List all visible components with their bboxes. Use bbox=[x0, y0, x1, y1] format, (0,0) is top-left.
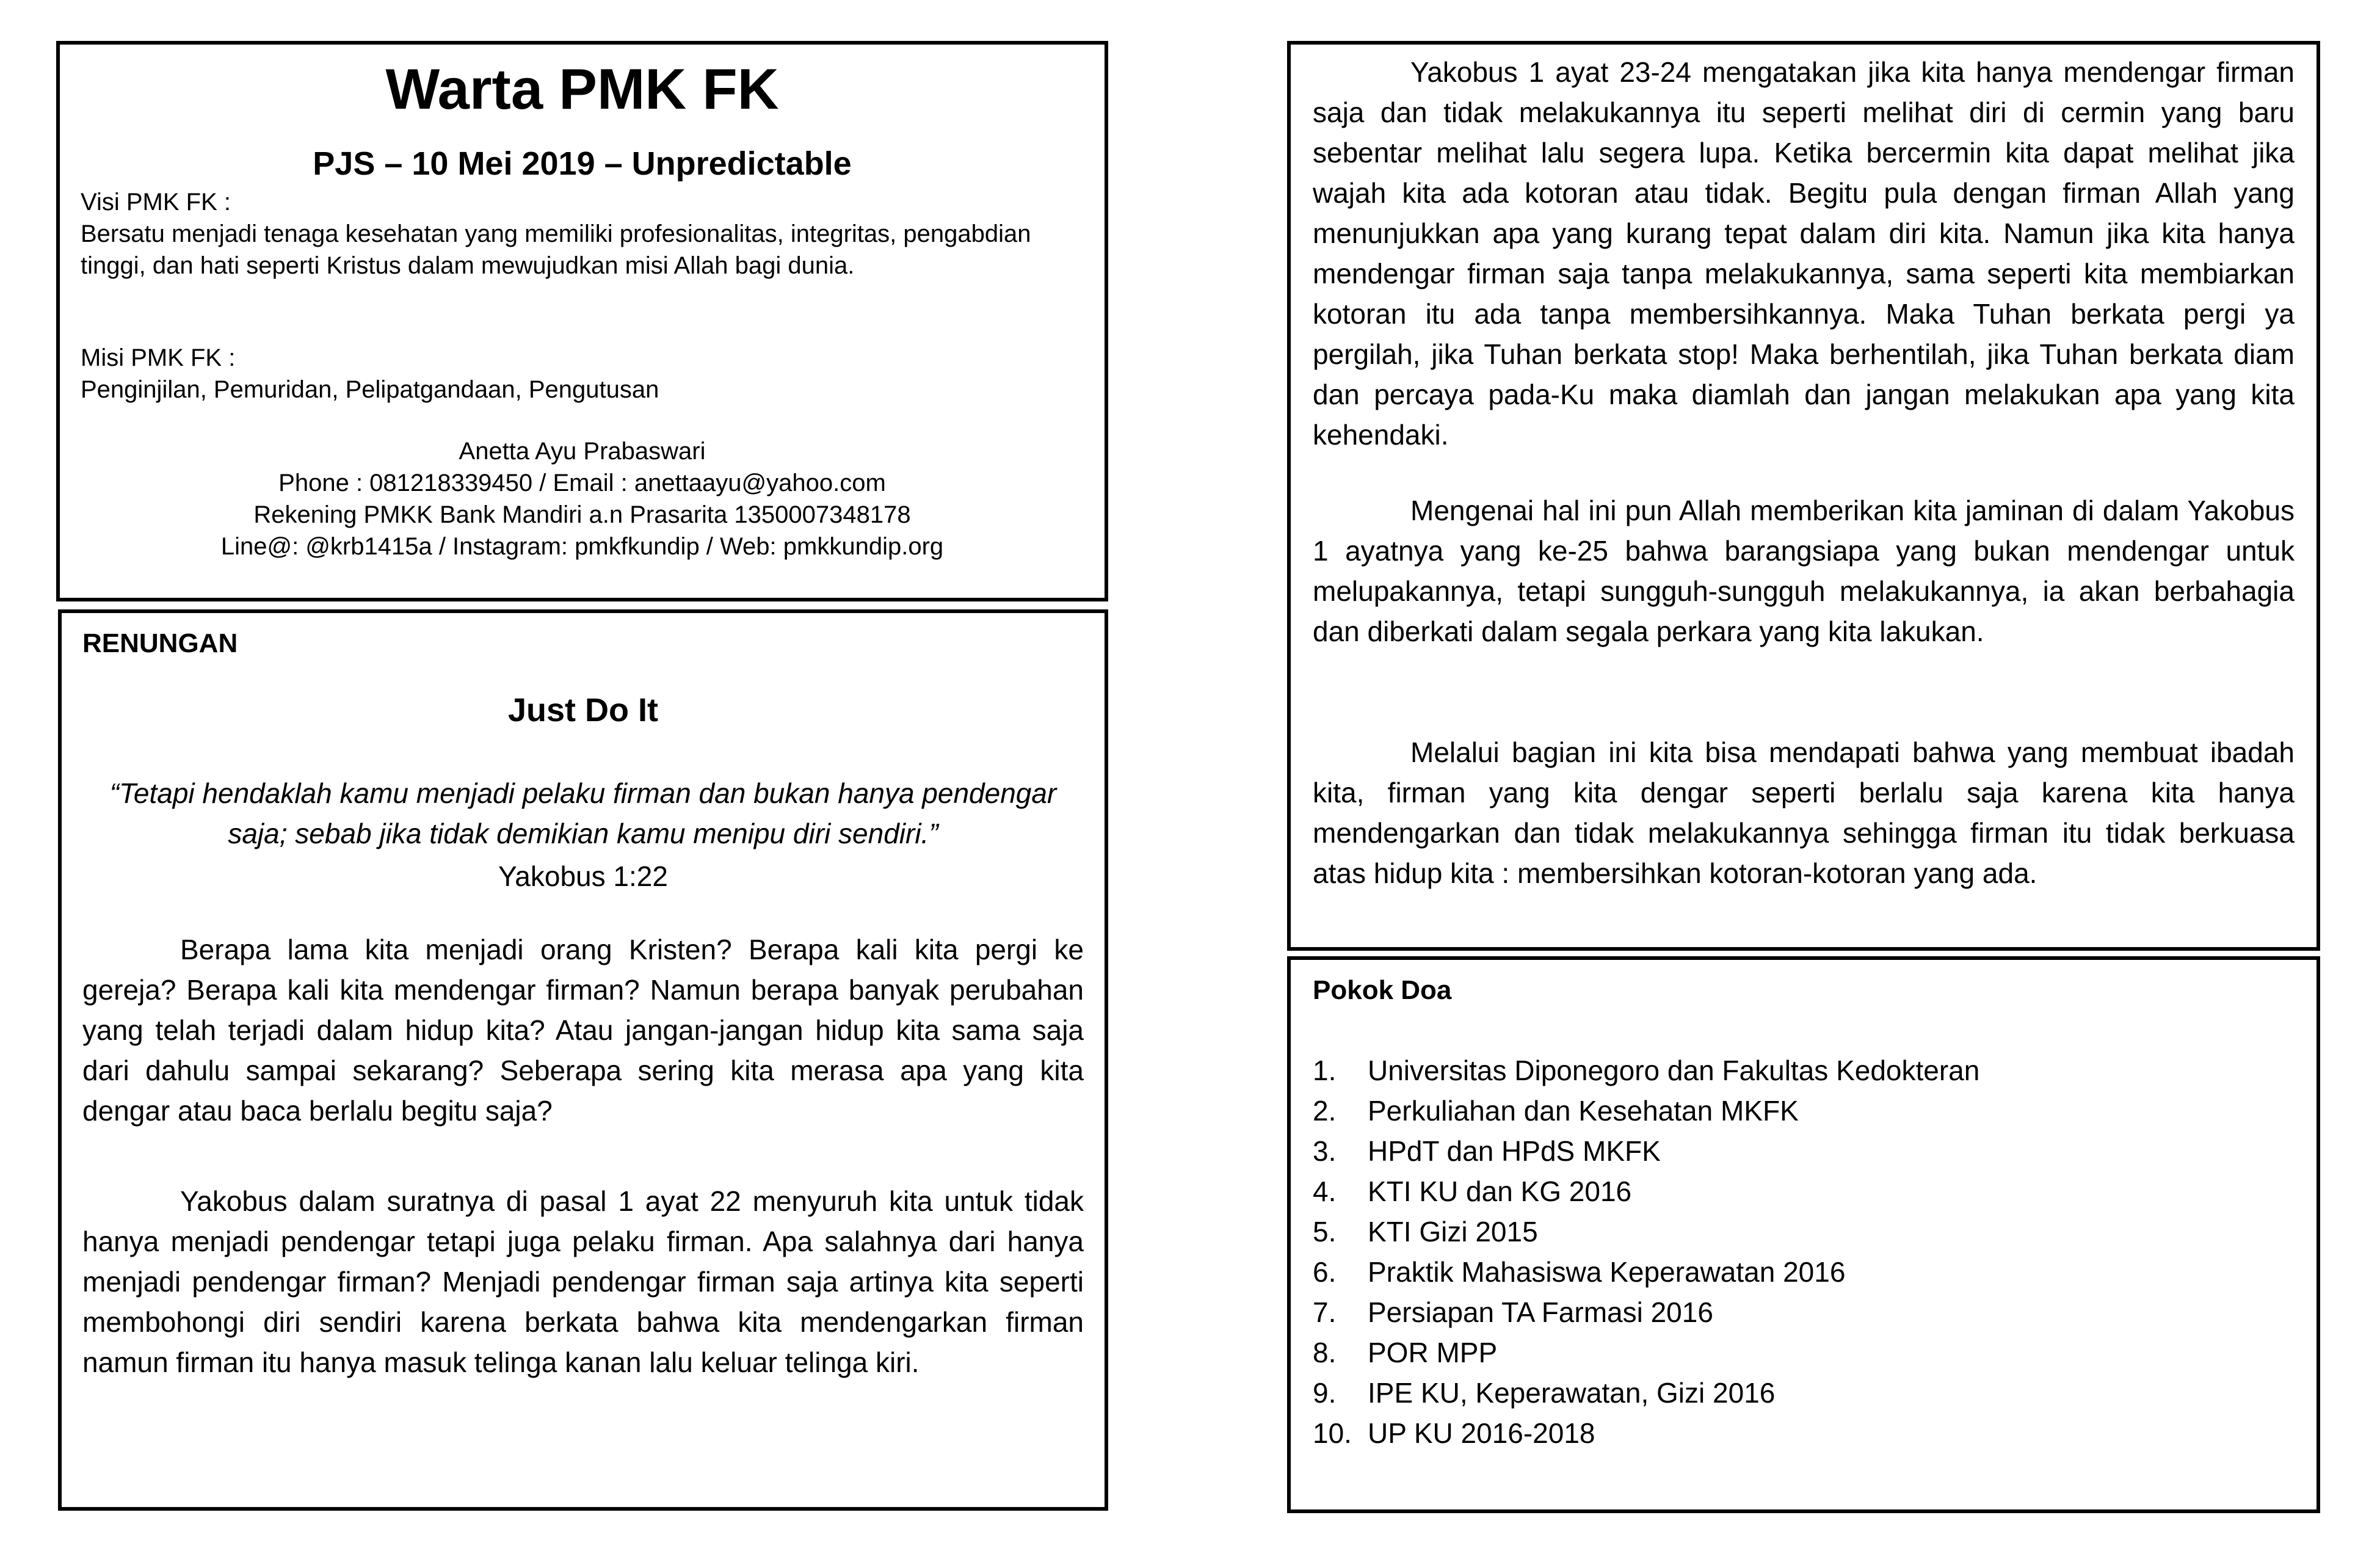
contact-block bbox=[60, 435, 1105, 562]
prayer-item bbox=[1313, 1050, 1979, 1091]
contact-phone-email: Phone : 081218339450 / Email : anettaayu@yahoo.com bbox=[278, 470, 886, 496]
prayer-item bbox=[1313, 1252, 1979, 1292]
renungan-continued-box bbox=[1287, 41, 2320, 951]
prayer-item-text: KTI Gizi 2015 bbox=[1368, 1216, 1538, 1248]
prayer-item-number: 7. bbox=[1313, 1296, 1337, 1328]
prayer-item bbox=[1313, 1292, 1979, 1332]
header-box bbox=[56, 41, 1108, 601]
scripture-reference: Yakobus 1:22 bbox=[498, 860, 668, 892]
contact-social: Line@: @krb1415a / Instagram: pmkfkundip / Web: pmkkundip.org bbox=[220, 533, 944, 560]
visi-label: Visi PMK FK : bbox=[81, 189, 231, 216]
prayer-item-number: 4. bbox=[1313, 1175, 1337, 1207]
prayer-item bbox=[1313, 1413, 1979, 1453]
renungan-paragraph: Yakobus dalam suratnya di pasal 1 ayat 22 menyuruh kita untuk tidak hanya menjadi pendengar tetapi juga pelaku firman. Apa salahnya dari hanya menjadi pendengar firman? Menjadi pendengar firman saja artinya kita seperti membohongi diri sendiri karena berkata bahwa kita mendengarkan firman namun firman itu hanya masuk telinga kanan lalu keluar telinga kiri. bbox=[82, 1185, 1084, 1378]
renungan-continued-paragraph: Mengenai hal ini pun Allah memberikan kita jaminan di dalam Yakobus 1 ayatnya yang ke-25 bahwa barangsiapa yang bukan mendengar untuk melupakannya, tetapi sungguh-sungguh melakukannya, ia akan berbahagia dan diberkati dalam segala perkara yang kita lakukan. bbox=[1313, 495, 2295, 647]
renungan-heading: RENUNGAN bbox=[82, 628, 238, 658]
prayer-item bbox=[1313, 1171, 1979, 1211]
prayer-item-number: 9. bbox=[1313, 1377, 1337, 1409]
renungan-paragraph: Berapa lama kita menjadi orang Kristen? Berapa kali kita pergi ke gereja? Berapa kali kita mendengar firman? Namun berapa banyak perubahan yang telah terjadi dalam hidup kita? Atau jangan-jangan hidup kita sama saja dari dahulu sampai sekarang? Seberapa sering kita merasa apa yang kita dengar atau baca berlalu begitu saja? bbox=[82, 934, 1084, 1127]
prayer-item-text: POR MPP bbox=[1368, 1337, 1498, 1368]
prayer-points-list bbox=[1313, 1050, 1979, 1453]
newsletter-title: Warta PMK FK bbox=[385, 57, 779, 121]
prayer-item-number: 6. bbox=[1313, 1256, 1337, 1288]
scripture-quote: “Tetapi hendaklah kamu menjadi pelaku firman dan bukan hanya pendengar saja; sebab jika tidak demikian kamu menipu diri sendiri.” bbox=[109, 777, 1057, 849]
prayer-item-text: Praktik Mahasiswa Keperawatan 2016 bbox=[1368, 1256, 1846, 1288]
prayer-item-text: UP KU 2016-2018 bbox=[1368, 1417, 1595, 1449]
prayer-item-text: Persiapan TA Farmasi 2016 bbox=[1368, 1296, 1713, 1328]
prayer-points-box bbox=[1287, 956, 2320, 1513]
renungan-continued-paragraph: Melalui bagian ini kita bisa mendapati bahwa yang membuat ibadah kita, firman yang kita dengar seperti berlalu saja karena kita hanya mendengarkan dan tidak melakukannya sehingga firman itu tidak berkuasa atas hidup kita : membersihkan kotoran-kotoran yang ada. bbox=[1313, 736, 2295, 889]
renungan-title: Just Do It bbox=[507, 692, 658, 728]
prayer-item-text: HPdT dan HPdS MKFK bbox=[1368, 1135, 1661, 1167]
prayer-item-text: IPE KU, Keperawatan, Gizi 2016 bbox=[1368, 1377, 1776, 1409]
visi-section bbox=[81, 186, 1050, 282]
prayer-item-number: 1. bbox=[1313, 1055, 1337, 1086]
newsletter-subtitle: PJS – 10 Mei 2019 – Unpredictable bbox=[313, 145, 852, 182]
misi-text: Penginjilan, Pemuridan, Pelipatgandaan, Pengutusan bbox=[81, 376, 659, 403]
prayer-item-text: Universitas Diponegoro dan Fakultas Kedokteran bbox=[1368, 1055, 1980, 1086]
prayer-item bbox=[1313, 1373, 1979, 1413]
misi-label: Misi PMK FK : bbox=[81, 344, 236, 371]
prayer-item-number: 5. bbox=[1313, 1216, 1337, 1248]
prayer-item bbox=[1313, 1091, 1979, 1131]
prayer-item-text: KTI KU dan KG 2016 bbox=[1368, 1175, 1632, 1207]
contact-rekening: Rekening PMKK Bank Mandiri a.n Prasarita 1350007348178 bbox=[253, 501, 911, 528]
prayer-points-heading: Pokok Doa bbox=[1313, 975, 1452, 1005]
prayer-item-number: 2. bbox=[1313, 1095, 1337, 1127]
prayer-item bbox=[1313, 1211, 1979, 1252]
prayer-item-text: Perkuliahan dan Kesehatan MKFK bbox=[1368, 1095, 1799, 1127]
prayer-item bbox=[1313, 1332, 1979, 1373]
prayer-item bbox=[1313, 1131, 1979, 1171]
prayer-item-number: 3. bbox=[1313, 1135, 1337, 1167]
visi-text: Bersatu menjadi tenaga kesehatan yang memiliki profesionalitas, integritas, pengabdian tinggi, dan hati seperti Kristus dalam mewujudkan misi Allah bagi dunia. bbox=[81, 220, 1031, 279]
renungan-box bbox=[58, 609, 1108, 1511]
contact-name: Anetta Ayu Prabaswari bbox=[459, 438, 706, 465]
prayer-item-number: 8. bbox=[1313, 1337, 1337, 1368]
renungan-continued-paragraph: Yakobus 1 ayat 23-24 mengatakan jika kita hanya mendengar firman saja dan tidak melakukannya itu seperti melihat diri di cermin yang baru sebentar melihat lalu segera lupa. Ketika bercermin kita dapat melihat jika wajah kita ada kotoran atau tidak. Begitu pula dengan firman Allah yang menunjukkan apa yang kurang tepat dalam diri kita. Namun jika kita hanya mendengar firman saja tanpa melakukannya, sama seperti kita membiarkan kotoran itu ada tanpa membersihkannya. Maka Tuhan berkata pergi ya pergilah, jika Tuhan berkata stop! Maka berhentilah, jika Tuhan berkata diam dan percaya pada-Ku maka diamlah dan jangan melakukan apa yang kita kehendaki. bbox=[1313, 56, 2295, 451]
prayer-item-number: 10. bbox=[1313, 1417, 1352, 1449]
misi-section bbox=[81, 342, 1050, 405]
